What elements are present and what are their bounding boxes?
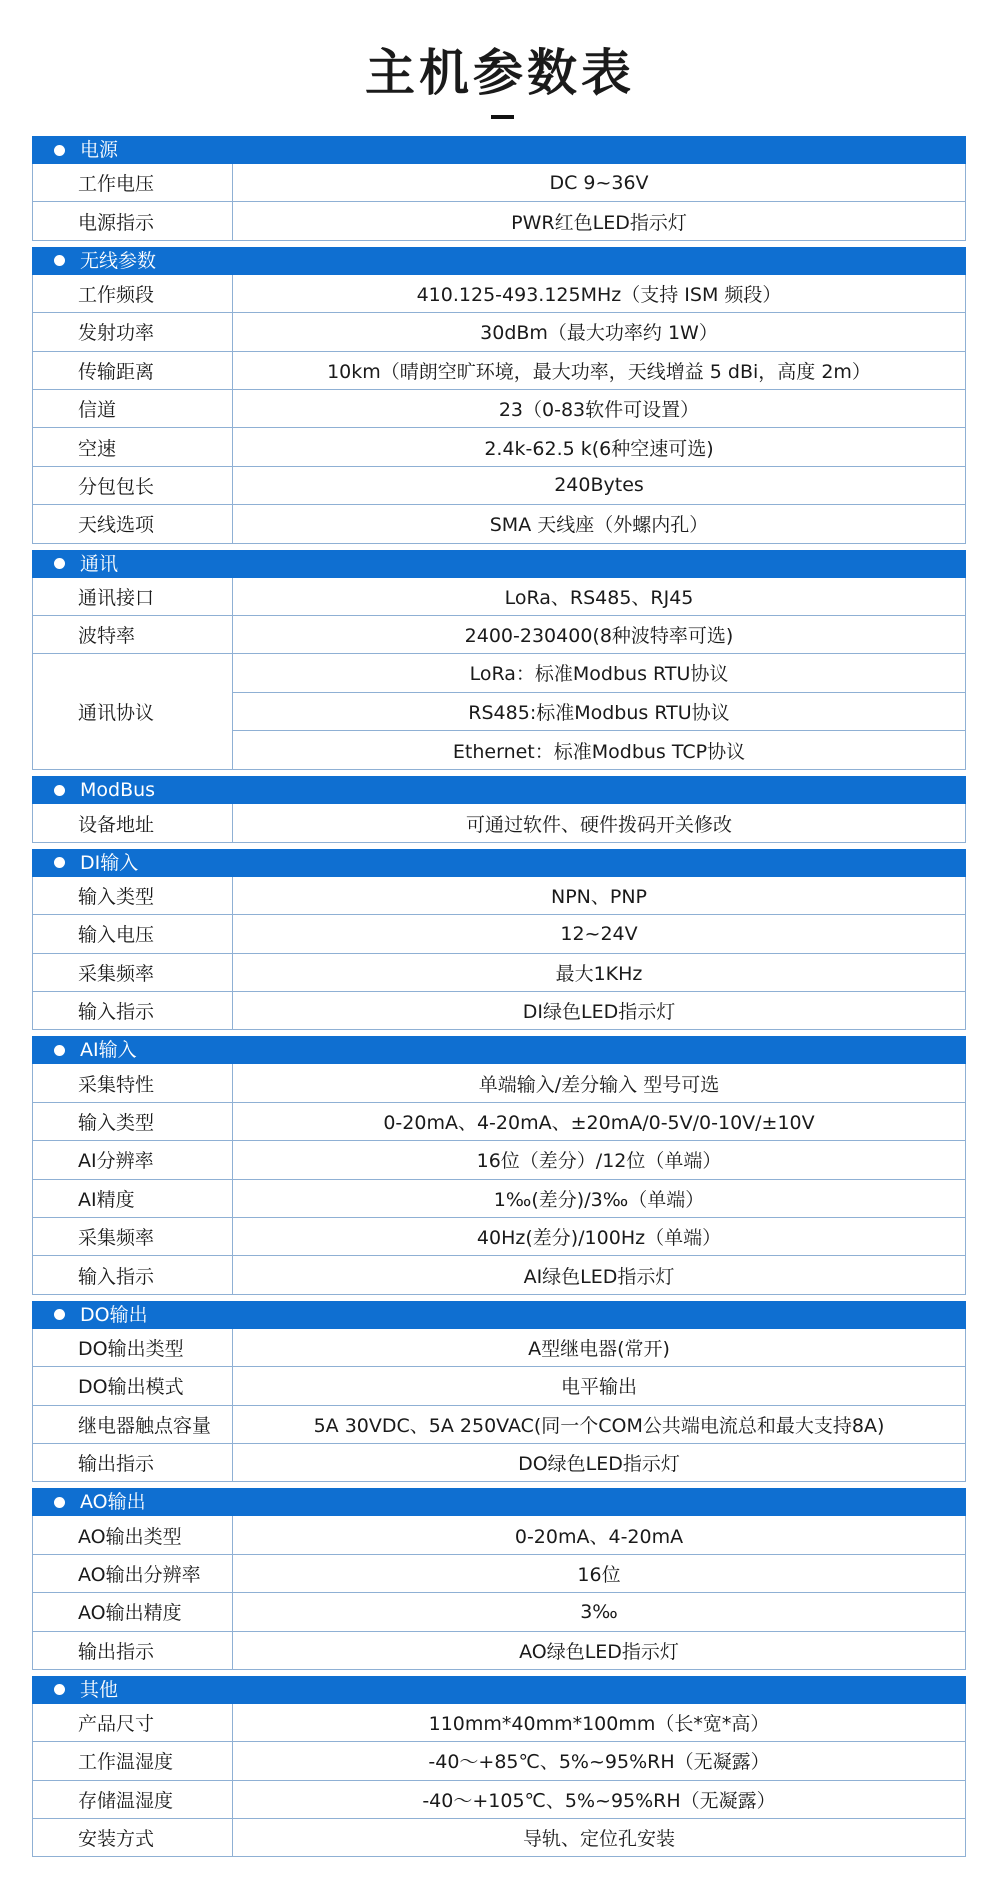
row-value: 3‰ [580,1600,618,1623]
section-rows [32,1704,966,1858]
section-title: ModBus [80,779,156,802]
row-value: LoRa、RS485、RJ45 [504,586,694,609]
section-header [32,776,966,804]
spec-section [32,1488,966,1670]
spec-section [32,849,966,1031]
row-value: -40～+85℃、5%~95%RH（无凝露） [428,1751,770,1774]
row-label: 产品尺寸 [33,1704,233,1741]
row-value: 23（0-83软件可设置） [498,399,700,422]
row-value: 16位 [577,1563,621,1586]
row-value: NPN、PNP [550,886,647,909]
row-label: 继电器触点容量 [33,1406,233,1443]
table-row [33,616,965,654]
row-label: 采集频率 [33,1218,233,1255]
table-row [33,877,965,915]
section-title: DO输出 [80,1303,148,1326]
row-label: 工作频段 [33,275,233,312]
page-title: 主机参数表 [365,44,635,102]
row-label: 采集特性 [33,1064,233,1101]
section-title: 电源 [80,139,119,161]
table-row [33,654,965,770]
section-header [32,136,966,164]
row-value: RS485:标准Modbus RTU协议 [233,693,965,731]
row-value: AI绿色LED指示灯 [523,1265,675,1288]
bullet-icon [54,857,65,868]
row-label: 空速 [33,428,233,465]
row-values [233,654,965,769]
section-rows [32,164,966,241]
row-label: 输入电压 [33,915,233,952]
row-label: 天线选项 [33,505,233,542]
row-label: 输出指示 [33,1444,233,1481]
row-value: LoRa：标准Modbus RTU协议 [233,654,965,692]
spec-section [32,247,966,544]
row-value: 5A 30VDC、5A 250VAC(同一个COM公共端电流总和最大支持8A) [313,1414,885,1437]
row-value: 导轨、定位孔安装 [522,1828,675,1851]
table-row [33,954,965,992]
row-label: 传输距离 [33,352,233,389]
row-label: 输入类型 [33,877,233,914]
row-value: 1‰(差分)/3‰（单端） [493,1188,705,1211]
table-row [33,1141,965,1179]
row-value: -40～+105℃、5%~95%RH（无凝露） [422,1789,776,1812]
row-value: 40Hz(差分)/100Hz（单端） [476,1227,722,1250]
bullet-icon [54,1684,65,1695]
table-row [33,467,965,505]
table-row [33,1064,965,1102]
row-label: 分包包长 [33,467,233,504]
row-label: AO输出分辨率 [33,1555,233,1592]
row-label: 输入类型 [33,1103,233,1140]
row-value: Ethernet：标准Modbus TCP协议 [452,740,746,763]
section-header [32,1676,966,1704]
bullet-icon [54,1045,65,1056]
row-value: 16位（差分）/12位（单端） [476,1150,722,1173]
table-row [33,992,965,1030]
section-header [32,247,966,275]
table-row [33,1704,965,1742]
table-row [33,1516,965,1554]
table-row [33,1406,965,1444]
row-label: 工作电压 [33,164,233,201]
row-label: DO输出模式 [33,1367,233,1404]
row-value: DC 9~36V [549,171,649,194]
row-value: 2400-230400(8种波特率可选) [464,625,734,648]
row-label: 工作温湿度 [33,1742,233,1779]
row-label: 采集频率 [33,954,233,991]
section-rows [32,804,966,842]
row-label: 信道 [33,390,233,427]
spec-section [32,136,966,241]
table-row [33,202,965,240]
table-row [33,1444,965,1482]
row-value: 10km（晴朗空旷环境，最大功率，天线增益 5 dBi，高度 2m） [327,360,871,383]
row-value: 12~24V [560,922,638,945]
row-value: 电平输出 [560,1376,637,1399]
table-row [33,1632,965,1670]
section-rows [32,1329,966,1483]
section-rows [32,578,966,771]
row-label: 通讯接口 [33,578,233,615]
row-value: 30dBm（最大功率约 1W） [480,322,718,345]
section-title: 其他 [80,1678,119,1701]
table-row [33,578,965,616]
table-row [33,1218,965,1256]
spec-table [32,136,966,1863]
section-title: DI输入 [80,851,139,874]
section-header [32,550,966,578]
row-label: 输入指示 [33,992,233,1029]
table-row [33,1555,965,1593]
row-value: 单端输入/差分输入 型号可选 [478,1073,720,1096]
row-label: 存储温湿度 [33,1781,233,1818]
section-header [32,849,966,877]
section-header [32,1488,966,1516]
table-row [33,390,965,428]
row-label: AI精度 [33,1180,233,1217]
bullet-icon [54,558,65,569]
table-row [33,1329,965,1367]
table-row [33,164,965,202]
table-row [33,1819,965,1857]
row-value: 240Bytes [554,474,644,497]
row-label: 输入指示 [33,1256,233,1293]
table-row [33,505,965,543]
row-label: 设备地址 [33,804,233,841]
spec-section [32,1036,966,1294]
spec-section [32,550,966,771]
table-row [33,915,965,953]
section-rows [32,1516,966,1670]
table-row [33,1103,965,1141]
row-label: AI分辨率 [33,1141,233,1178]
row-value: 可通过软件、硬件拨码开关修改 [465,813,732,836]
row-label: AO输出精度 [33,1593,233,1630]
row-label: 安装方式 [33,1819,233,1856]
row-label: 电源指示 [33,202,233,239]
section-rows [32,877,966,1031]
row-label: 输出指示 [33,1632,233,1669]
bullet-icon [54,145,65,156]
row-value: 0-20mA、4-20mA [514,1525,684,1548]
section-rows [32,275,966,544]
title-underline [491,115,514,119]
table-row [33,1593,965,1631]
section-header [32,1301,966,1329]
row-value: A型继电器(常开) [528,1337,670,1360]
bullet-icon [54,255,65,266]
table-row [33,1742,965,1780]
table-row [33,352,965,390]
section-title: 无线参数 [80,249,157,272]
section-header [32,1036,966,1064]
row-value: DO绿色LED指示灯 [518,1453,680,1476]
row-label: DO输出类型 [33,1329,233,1366]
table-row [33,275,965,313]
row-value: AO绿色LED指示灯 [519,1640,679,1663]
table-row [33,1781,965,1819]
section-title: AI输入 [80,1039,137,1062]
row-value: DI绿色LED指示灯 [522,1001,676,1024]
table-row [33,1180,965,1218]
table-row [33,1367,965,1405]
section-title: AO输出 [80,1491,146,1514]
row-value: 0-20mA、4-20mA、±20mA/0-5V/0-10V/±10V [383,1112,815,1134]
spec-section [32,776,966,842]
bullet-icon [54,1309,65,1320]
bullet-icon [54,1497,65,1508]
row-value: 410.125-493.125MHz（支持 ISM 频段） [416,283,782,306]
row-value: SMA 天线座（外螺内孔） [489,514,709,537]
spec-section [32,1676,966,1858]
spec-section [32,1301,966,1483]
row-value: 110mm*40mm*100mm（长*宽*高） [428,1713,770,1736]
row-label: 通讯协议 [33,654,233,769]
bullet-icon [54,785,65,796]
row-label: AO输出类型 [33,1516,233,1553]
section-title: 通讯 [80,552,119,575]
table-row [33,1256,965,1294]
row-value: PWR红色LED指示灯 [511,211,687,234]
row-label: 发射功率 [33,313,233,350]
section-rows [32,1064,966,1294]
row-label: 波特率 [33,616,233,653]
table-row [33,428,965,466]
row-value: 最大1KHz [555,962,643,985]
table-row [33,313,965,351]
row-value: 2.4k-62.5 k(6种空速可选) [484,437,714,460]
table-row [33,804,965,842]
